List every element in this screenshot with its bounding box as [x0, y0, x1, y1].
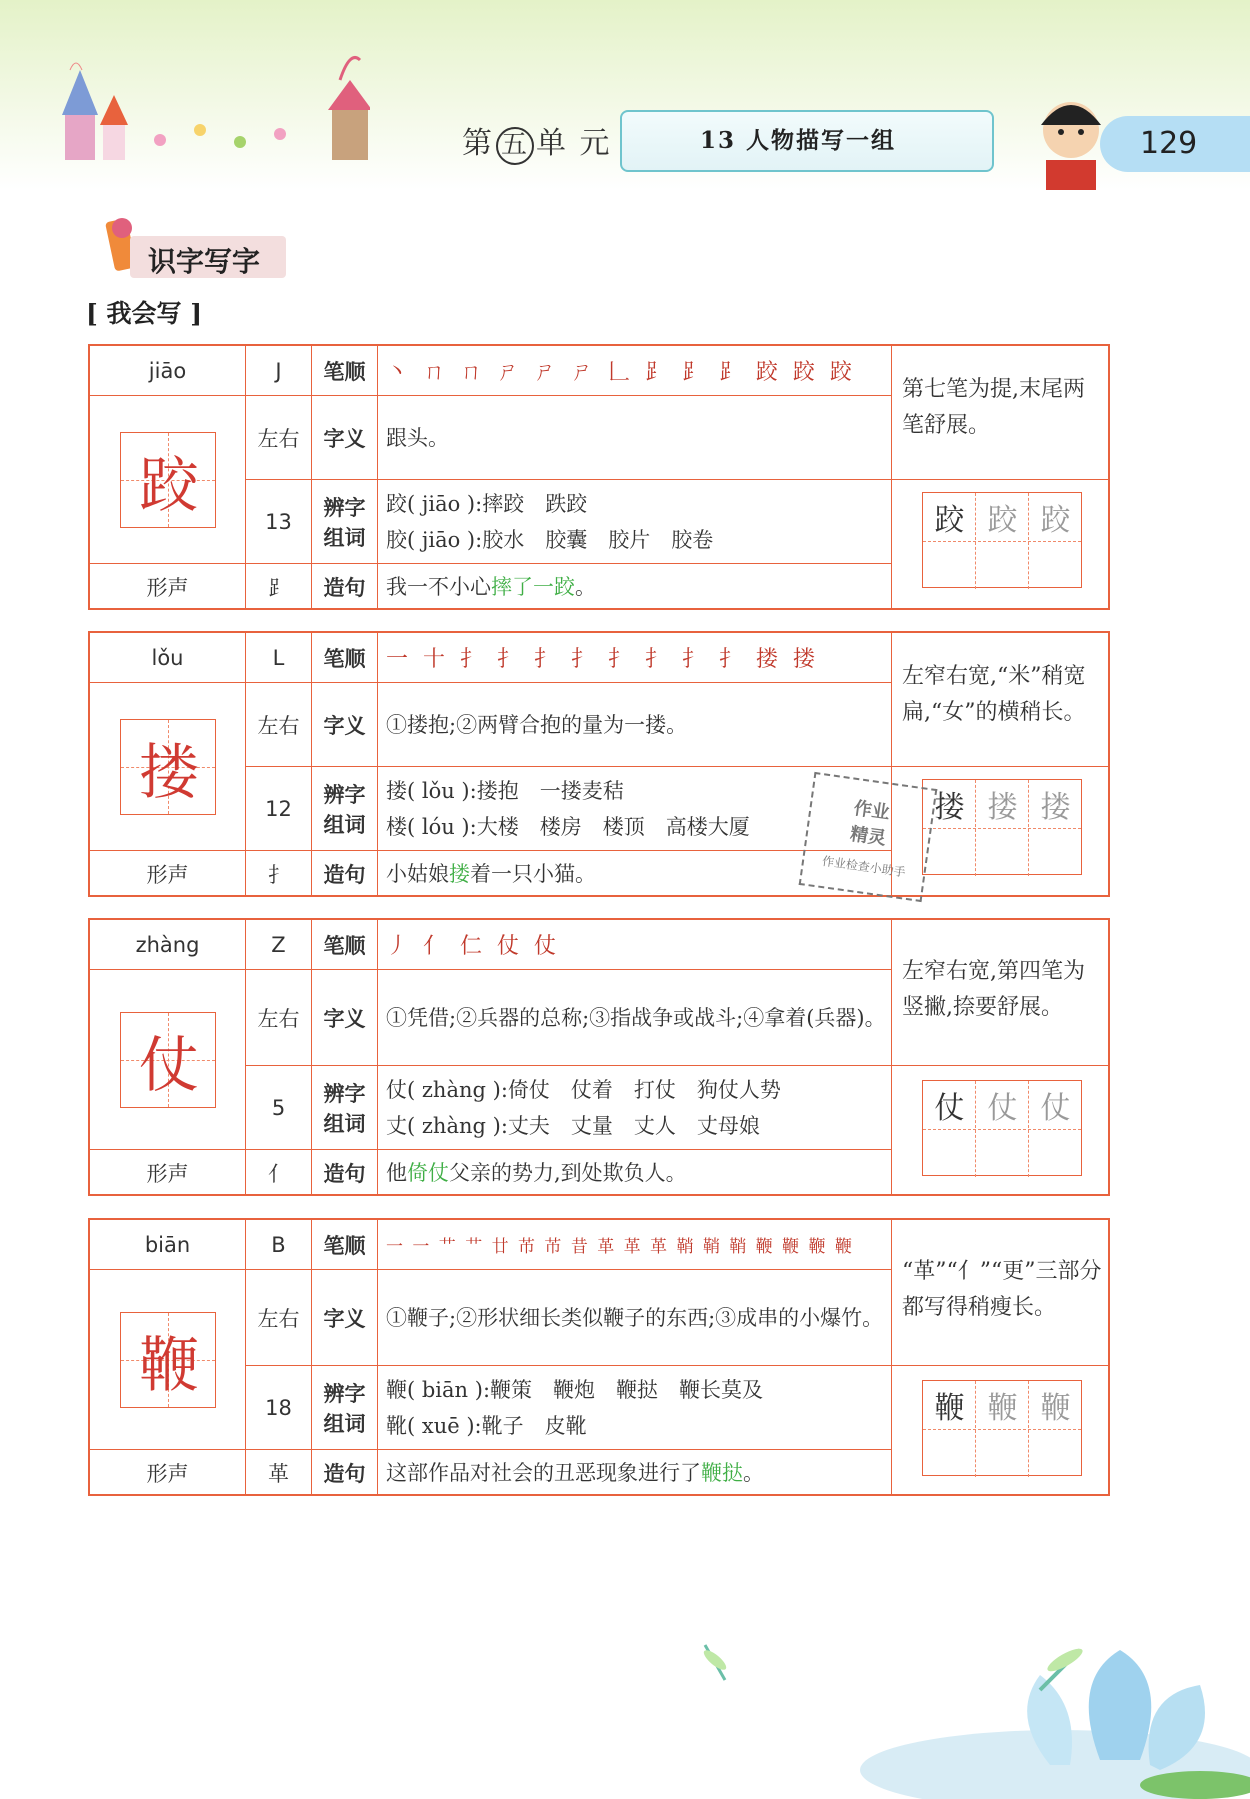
label-distinguish: 辨字 组词	[312, 767, 378, 851]
main-character: 仗	[139, 1031, 199, 1101]
label-sentence: 造句	[312, 564, 378, 610]
stroke-count: 5	[246, 1066, 312, 1150]
practice-char-3: 跤	[1040, 503, 1071, 538]
label-sentence: 造句	[312, 1150, 378, 1196]
tip-cell	[892, 920, 1110, 1066]
stroke-order: 一 十 扌 扌 扌 扌 扌 扌 扌 扌 搂 搂	[378, 633, 892, 683]
stroke-count: 12	[246, 767, 312, 851]
initial-letter: Z	[246, 920, 312, 970]
structure: 左右	[246, 683, 312, 767]
label-meaning: 字义	[312, 396, 378, 480]
pinyin: zhàng	[90, 920, 246, 970]
meaning: 跟头。	[378, 396, 892, 480]
pinyin: jiāo	[90, 346, 246, 396]
label-distinguish: 辨字 组词	[312, 1366, 378, 1450]
page-number: 129	[1140, 126, 1198, 161]
example-sentence: 我一不小心 摔了一跤 。	[378, 564, 892, 610]
type-label: 形声	[90, 1450, 246, 1496]
practice-char-2: 鞭	[987, 1391, 1018, 1426]
label-distinguish: 辨字 组词	[312, 480, 378, 564]
label-meaning: 字义	[312, 1270, 378, 1366]
distinguish-words: 仗( zhàng ):倚仗 仗着 打仗 狗仗人势 丈( zhàng ):丈夫 丈量 丈人 丈母娘	[378, 1066, 892, 1150]
practice-char-3: 仗	[1040, 1091, 1071, 1126]
tianzige-box	[120, 1012, 216, 1108]
label-stroke-order: 笔顺	[312, 920, 378, 970]
type-label: 形声	[90, 1150, 246, 1196]
initial-letter: B	[246, 1220, 312, 1270]
structure: 左右	[246, 970, 312, 1066]
homework-stamp: 作业 精灵 作业检查小助手	[799, 772, 938, 902]
tianzige-box	[120, 1312, 216, 1408]
initial-letter: J	[246, 346, 312, 396]
distinguish-words: 跤( jiāo ):摔跤 跌跤 胶( jiāo ):胶水 胶囊 胶片 胶卷	[378, 480, 892, 564]
label-meaning: 字义	[312, 970, 378, 1066]
structure: 左右	[246, 396, 312, 480]
distinguish-words: 鞭( biān ):鞭策 鞭炮 鞭挞 鞭长莫及 靴( xuē ):靴子 皮靴	[378, 1366, 892, 1450]
character-card-jiao	[88, 344, 1110, 610]
radical: ⻊	[246, 564, 312, 610]
practice-grid	[922, 492, 1082, 588]
main-character: 搂	[139, 738, 199, 808]
tianzige-box	[120, 719, 216, 815]
tip-cell	[892, 346, 1110, 480]
stroke-order: 丿 亻 仁 仗 仗	[378, 920, 892, 970]
unit-title: 第 五 单 元	[462, 118, 612, 165]
practice-char-1: 搂	[934, 790, 965, 825]
practice-char-3: 搂	[1040, 790, 1071, 825]
practice-grid	[922, 1080, 1082, 1176]
stroke-count: 18	[246, 1366, 312, 1450]
writing-tip: 第七笔为提,末尾两笔舒展。	[902, 377, 1085, 438]
stroke-order: 丶 ㄇ ㄇ ㄕ ㄕ ㄕ 𠃊 ⻊ ⻊ ⻊ 跤 跤 跤	[378, 346, 892, 396]
tip-cell	[892, 1220, 1110, 1366]
practice-grid	[922, 779, 1082, 875]
meaning: ①鞭子;②形状细长类似鞭子的东西;③成串的小爆竹。	[378, 1270, 892, 1366]
radical: 亻	[246, 1150, 312, 1196]
meaning: ①凭借;②兵器的总称;③指战争或战斗;④拿着(兵器)。	[378, 970, 892, 1066]
practice-char-1: 鞭	[934, 1391, 965, 1426]
houses-flowers-decoration	[10, 30, 370, 190]
character-card-bian	[88, 1218, 1110, 1496]
tianzige-box	[120, 432, 216, 528]
practice-char-1: 仗	[934, 1091, 965, 1126]
writing-tip: 左窄右宽,第四笔为竖撇,捺要舒展。	[902, 959, 1085, 1020]
distinguish-words: 搂( lǒu ):搂抱 一搂麦秸 楼( lóu ):大楼 楼房 楼顶 高楼大厦	[378, 767, 892, 851]
main-char-cell	[90, 1270, 246, 1450]
meaning: ①搂抱;②两臂合抱的量为一搂。	[378, 683, 892, 767]
radical: 革	[246, 1450, 312, 1496]
stroke-order: 一 一 艹 艹 廿 芇 芇 昔 革 革 革 鞘 鞘 鞘 鞭 鞭 鞭 鞭	[378, 1220, 892, 1270]
stroke-count: 13	[246, 480, 312, 564]
writing-tip: 左窄右宽,“米”稍宽扁,“女”的横稍长。	[902, 664, 1086, 725]
initial-letter: L	[246, 633, 312, 683]
tip-cell	[892, 633, 1110, 767]
lesson-title: 13 人物描写一组	[700, 127, 897, 154]
practice-char-2: 搂	[987, 790, 1018, 825]
section-title: 识字写字	[148, 245, 261, 278]
character-card-lou	[88, 631, 1110, 897]
main-character: 鞭	[139, 1331, 199, 1401]
type-label: 形声	[90, 564, 246, 610]
label-sentence: 造句	[312, 1450, 378, 1496]
label-distinguish: 辨字 组词	[312, 1066, 378, 1150]
practice-char-2: 仗	[987, 1091, 1018, 1126]
pinyin: biān	[90, 1220, 246, 1270]
example-sentence: 小姑娘 搂 着一只小猫。	[378, 851, 892, 897]
type-label: 形声	[90, 851, 246, 897]
structure: 左右	[246, 1270, 312, 1366]
label-stroke-order: 笔顺	[312, 1220, 378, 1270]
lotus-dragonfly-decoration	[680, 1560, 1250, 1799]
main-char-cell	[90, 970, 246, 1150]
radical: 扌	[246, 851, 312, 897]
main-character: 跤	[139, 451, 199, 521]
practice-char-1: 跤	[934, 503, 965, 538]
main-char-cell	[90, 396, 246, 564]
section-subtitle: [ 我会写 ]	[86, 299, 203, 328]
main-char-cell	[90, 683, 246, 851]
practice-char-2: 跤	[987, 503, 1018, 538]
label-stroke-order: 笔顺	[312, 346, 378, 396]
character-card-zhang	[88, 918, 1110, 1196]
example-sentence: 这部作品对社会的丑恶现象进行了 鞭挞 。	[378, 1450, 892, 1496]
practice-char-3: 鞭	[1040, 1391, 1071, 1426]
pinyin: lǒu	[90, 633, 246, 683]
label-meaning: 字义	[312, 683, 378, 767]
label-stroke-order: 笔顺	[312, 633, 378, 683]
practice-grid	[922, 1380, 1082, 1476]
label-sentence: 造句	[312, 851, 378, 897]
writing-tip: “革”“亻”“更”三部分都写得稍瘦长。	[902, 1259, 1102, 1320]
example-sentence: 他 倚仗 父亲的势力,到处欺负人。	[378, 1150, 892, 1196]
